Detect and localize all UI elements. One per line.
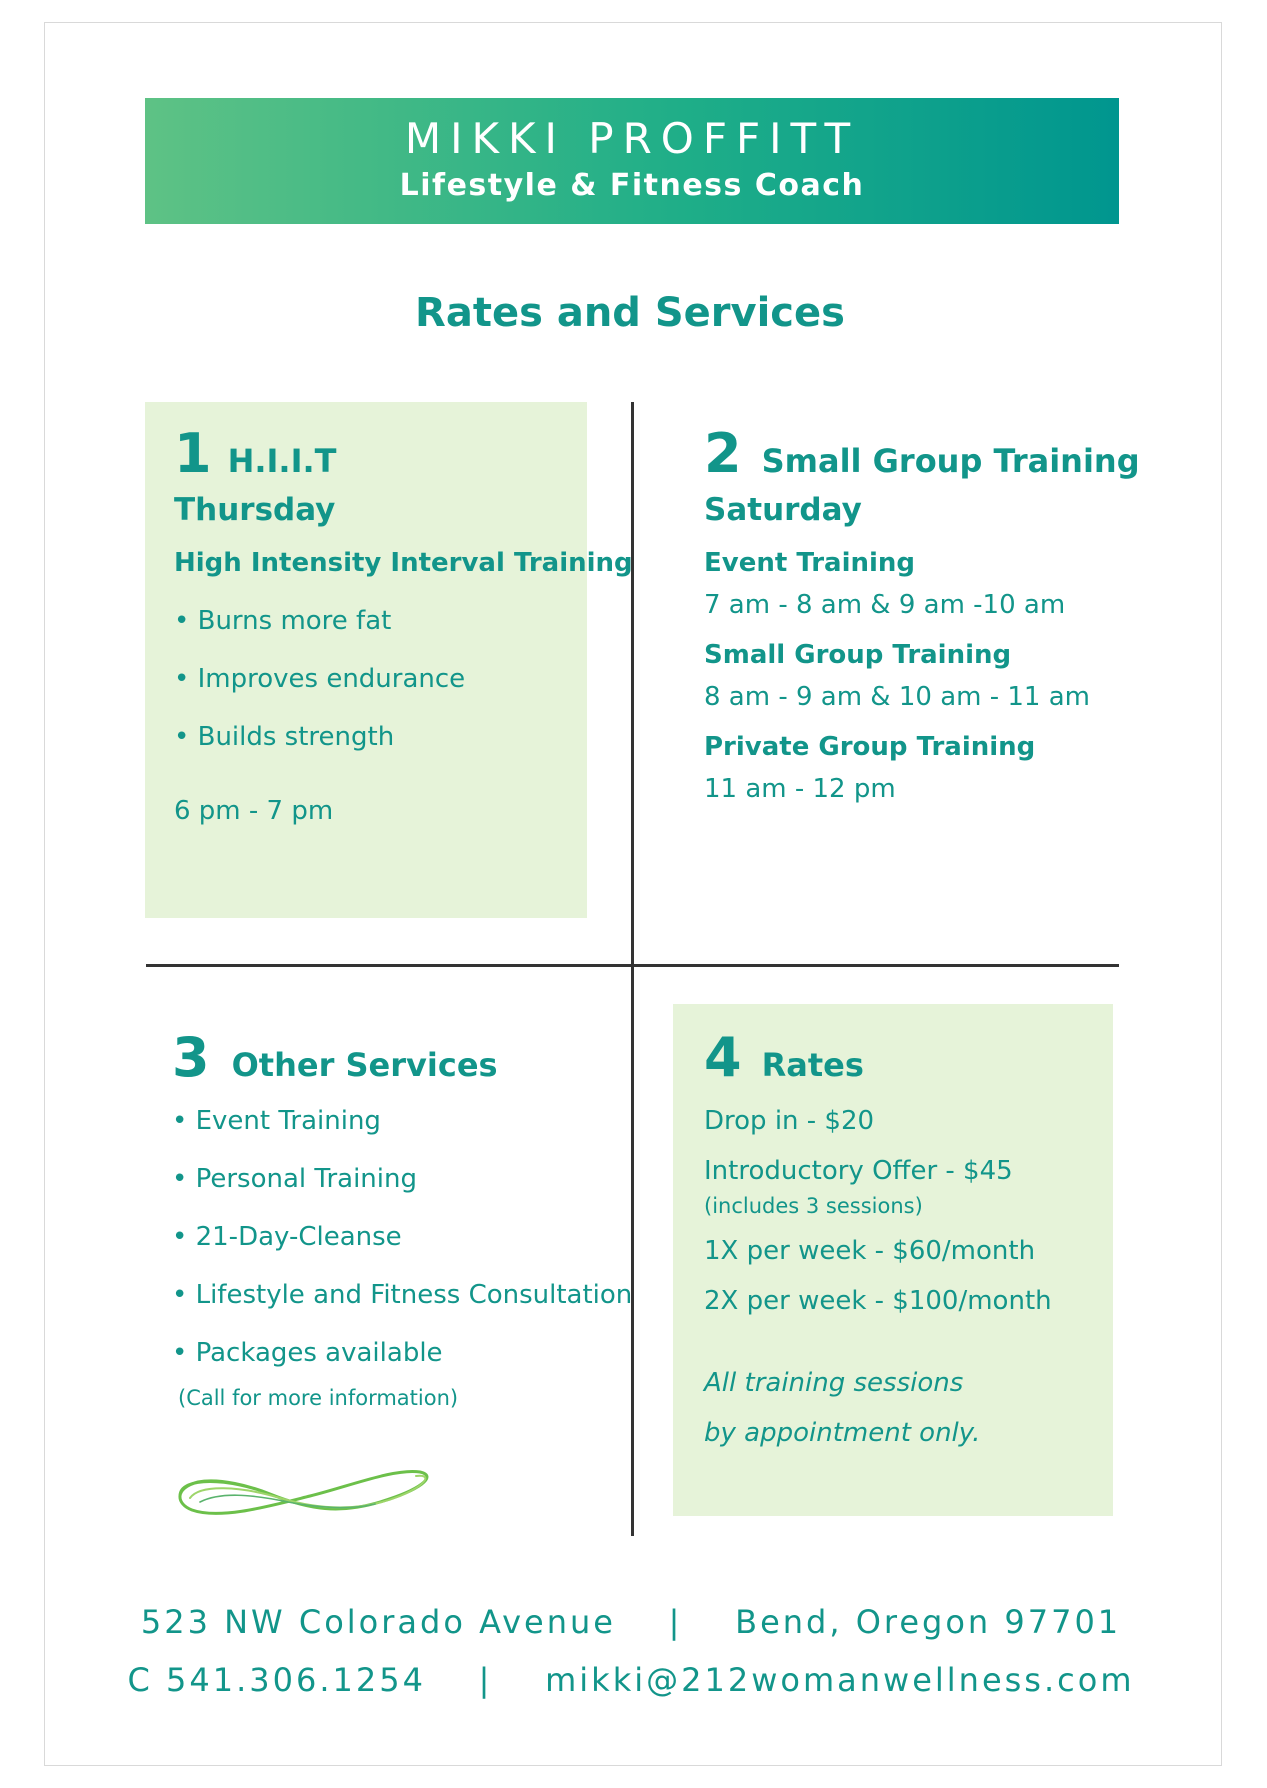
section-title: Rates [761, 1046, 864, 1084]
section-title: Other Services [231, 1046, 498, 1084]
session-name: Small Group Training [704, 640, 1012, 670]
section-header [704, 1028, 1052, 1088]
appointment-note: by appointment only. [704, 1418, 981, 1448]
benefit-item: • Improves endurance [174, 664, 466, 694]
section-header [704, 424, 1140, 484]
service-item: • Event Training [172, 1106, 381, 1136]
class-day: Thursday [174, 492, 336, 528]
section-number: 3 [172, 1026, 210, 1089]
footer-contact: C 541.306.1254 | mikki@212womanwellness.com [127, 1661, 1135, 1699]
service-item: • Lifestyle and Fitness Consultation [172, 1280, 633, 1310]
service-item: • Packages available [172, 1338, 443, 1368]
header-banner [145, 98, 1119, 224]
rate-intro: Introductory Offer - $45 [704, 1156, 1013, 1186]
section-header [174, 424, 633, 484]
infinity-swirl-logo-icon [170, 1466, 450, 1526]
section-rates [704, 1028, 1052, 1450]
rate-once-weekly: 1X per week - $60/month [704, 1236, 1036, 1266]
section-header [172, 1028, 632, 1088]
rate-drop-in: Drop in - $20 [704, 1106, 875, 1136]
service-item: • Personal Training [172, 1164, 417, 1194]
coach-name: MIKKI PROFFITT [404, 114, 860, 163]
session-time: 7 am - 8 am & 9 am -10 am [704, 590, 1066, 620]
service-item: • 21-Day-Cleanse [172, 1222, 402, 1252]
class-subtitle: High Intensity Interval Training [174, 548, 633, 578]
coach-title: Lifestyle & Fitness Coach [399, 168, 865, 203]
rate-twice-weekly: 2X per week - $100/month [704, 1286, 1052, 1316]
section-number: 2 [704, 422, 742, 485]
class-time: 6 pm - 7 pm [174, 796, 334, 826]
section-number: 1 [174, 422, 212, 485]
appointment-note: All training sessions [704, 1368, 964, 1398]
page-title: Rates and Services [415, 290, 845, 336]
session-time: 8 am - 9 am & 10 am - 11 am [704, 682, 1090, 712]
benefit-item: • Burns more fat [174, 606, 392, 636]
section-other-services [172, 1028, 632, 1412]
class-day: Saturday [704, 492, 862, 528]
call-note: (Call for more information) [178, 1386, 459, 1410]
section-number: 4 [704, 1026, 742, 1089]
section-title: H.I.I.T [227, 442, 337, 480]
session-name: Event Training [704, 548, 916, 578]
footer-address: 523 NW Colorado Avenue | Bend, Oregon 97701 [140, 1603, 1122, 1641]
section-hiit [174, 424, 633, 828]
section-small-group [704, 424, 1140, 806]
session-time: 11 am - 12 pm [704, 774, 896, 804]
horizontal-divider [146, 964, 1119, 967]
benefit-item: • Builds strength [174, 722, 395, 752]
section-title: Small Group Training [761, 442, 1140, 480]
session-name: Private Group Training [704, 732, 1036, 762]
rate-intro-note: (includes 3 sessions) [704, 1194, 923, 1218]
